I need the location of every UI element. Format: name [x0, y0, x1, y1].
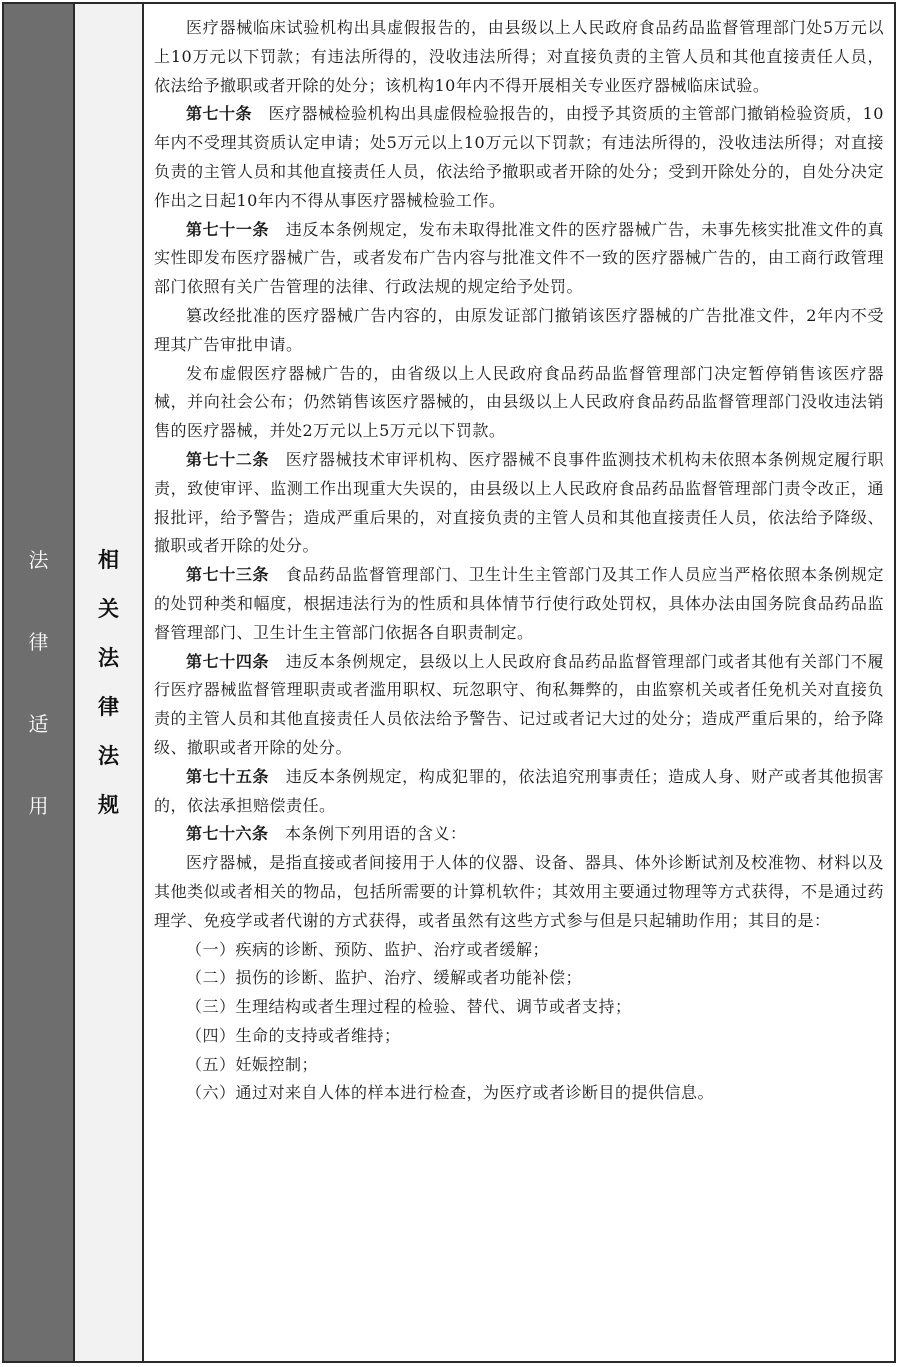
legal-table [2, 2, 896, 1363]
law-application-column [4, 4, 75, 1361]
article-number: 第七十条 [186, 104, 253, 124]
paragraph-text: 违反本条例规定，县级以上人民政府食品药品监督管理部门或者其他有关部门不履行医疗器械监督管理职责或者滥用职权、玩忽职守、徇私舞弊的，由监察机关或者任免机关对直接负责的主管人员和其他直接责任人员依法给予警告、记过或者记大过的处分；造成严重后果的，给予降级、撤职或者开除的处分。 [154, 651, 884, 757]
paragraph [154, 1022, 884, 1051]
paragraph-text: 违反本条例规定，发布未取得批准文件的医疗器械广告，未事先核实批准文件的真实性即发布医疗器械广告，或者发布广告内容与批准文件不一致的医疗器械广告的，由工商行政管理部门依照有关广告管理的法律、行政法规的规定给予处罚。 [154, 219, 884, 297]
paragraph [154, 964, 884, 993]
paragraph [154, 936, 884, 965]
paragraph-text: 医疗器械检验机构出具虚假检验报告的，由授予其资质的主管部门撤销检验资质，10年内不受理其资质认定申请；处5万元以上10万元以下罚款；有违法所得的，没收违法所得；对直接负责的主管人员和其他直接责任人员，依法给予撤职或者开除的处分；受到开除处分的，自处分决定作出之日起10年内不得从事医疗器械检验工作。 [154, 104, 884, 210]
paragraph [154, 849, 884, 935]
paragraph-text: （三）生理结构或者生理过程的检验、替代、调节或者支持； [186, 997, 632, 1017]
paragraph-text: 医疗器械临床试验机构出具虚假报告的，由县级以上人民政府食品药品监督管理部门处5万元以上10万元以下罚款；有违法所得的，没收违法所得；对直接负责的主管人员和其他直接责任人员，依法给予撤职或者开除的处分；该机构10年内不得开展相关专业医疗器械临床试验。 [154, 18, 884, 95]
paragraph-text: 食品药品监督管理部门、卫生计生主管部门及其工作人员应当严格依照本条例规定的处罚种类和幅度，根据违法行为的性质和具体情节行使行政处罚权，具体办法由国务院食品药品监督管理部门、卫生计生主管部门依据各自职责制定。 [154, 565, 884, 642]
law-char: 适 [28, 711, 49, 736]
paragraph-text: （五）妊娠控制； [186, 1054, 319, 1074]
paragraph-text: 违反本条例规定，构成犯罪的，依法追究刑事责任；造成人身、财产或者其他损害的，依法承担赔偿责任。 [154, 766, 884, 815]
paragraph [154, 360, 884, 446]
related-char: 法 [98, 743, 119, 768]
paragraph [154, 820, 884, 849]
paragraph-text: 发布虚假医疗器械广告的，由省级以上人民政府食品药品监督管理部门决定暂停销售该医疗器械，并向社会公布；仍然销售该医疗器械的，由县级以上人民政府食品药品监督管理部门没收违法销售的医疗器械，并处2万元以上5万元以下罚款。 [154, 363, 884, 441]
related-char: 相 [98, 547, 119, 572]
paragraph [154, 763, 884, 821]
paragraph [154, 446, 884, 561]
paragraph-text: 篡改经批准的医疗器械广告内容的，由原发证部门撤销该医疗器械的广告批准文件，2年内不受理其广告审批申请。 [154, 305, 884, 354]
paragraph [154, 100, 884, 215]
article-number: 第七十三条 [186, 565, 270, 585]
related-char: 关 [98, 596, 119, 621]
article-number: 第七十六条 [186, 824, 269, 844]
paragraph [154, 648, 884, 763]
paragraph [154, 1051, 884, 1080]
law-char: 律 [28, 629, 49, 654]
related-char: 律 [98, 694, 119, 719]
paragraph-text: 医疗器械，是指直接或者间接用于人体的仪器、设备、器具、体外诊断试剂及校准物、材料以及其他类似或者相关的物品，包括所需要的计算机软件；其效用主要通过物理等方式获得，不是通过药理学、免疫学或者代谢的方式获得，或者虽然有这些方式参与但是只起辅助作用；其目的是： [154, 853, 884, 930]
paragraph-text: （一）疾病的诊断、预防、监护、治疗或者缓解； [186, 939, 550, 959]
related-char: 法 [98, 645, 119, 670]
related-char: 规 [98, 792, 119, 817]
paragraph-text: （四）生命的支持或者维持； [186, 1025, 401, 1045]
paragraph [154, 216, 884, 302]
regulation-text [144, 4, 894, 1361]
law-char: 用 [28, 793, 49, 818]
paragraph-text: （六）通过对来自人体的样本进行检查，为医疗或者诊断目的提供信息。 [186, 1083, 715, 1103]
article-number: 第七十一条 [186, 219, 270, 239]
paragraph [154, 561, 884, 647]
paragraph-text: 本条例下列用语的含义： [285, 824, 467, 844]
paragraph-text: 医疗器械技术审评机构、医疗器械不良事件监测技术机构未依照本条例规定履行职责，致使审评、监测工作出现重大失误的，由县级以上人民政府食品药品监督管理部门责令改正，通报批评，给予警告；造成严重后果的，对直接负责的主管人员和其他直接责任人员，依法给予降级、撤职或者开除的处分。 [154, 449, 884, 556]
paragraph [154, 302, 884, 360]
related-laws-column [75, 4, 144, 1361]
article-number: 第七十五条 [186, 766, 270, 786]
paragraph-text: （二）损伤的诊断、监护、治疗、缓解或者功能补偿； [186, 968, 583, 988]
paragraph [154, 14, 884, 100]
article-number: 第七十四条 [186, 651, 270, 671]
paragraph [154, 1079, 884, 1108]
law-char: 法 [28, 547, 49, 572]
paragraph [154, 993, 884, 1022]
article-number: 第七十二条 [186, 449, 270, 469]
